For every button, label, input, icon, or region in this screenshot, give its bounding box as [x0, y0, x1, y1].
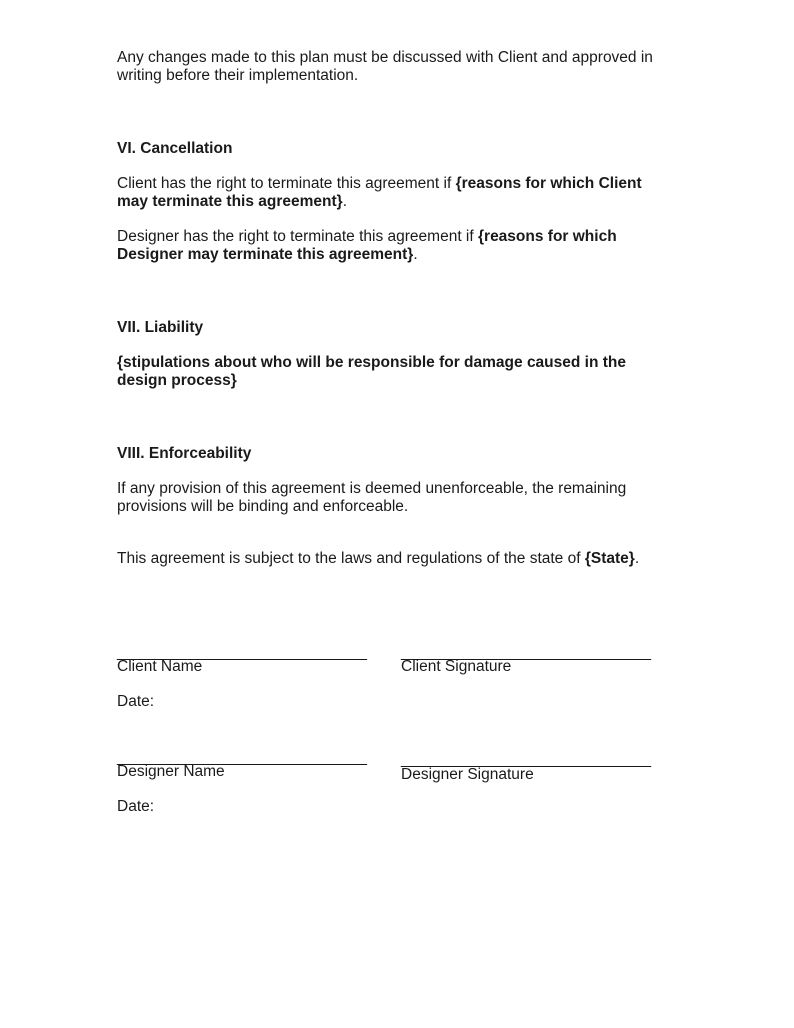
designer-termination-placeholder: {reasons for which Designer may terminate this agreement} — [117, 228, 617, 263]
designer-date-label: Date: — [117, 798, 155, 815]
designer-signature-line: _____________________________ — [401, 751, 651, 768]
liability-heading: VII. Liability — [117, 319, 204, 336]
client-name-label: Client Name — [117, 658, 203, 675]
client-termination-period: . — [342, 192, 348, 210]
state-placeholder: {State} — [584, 550, 635, 567]
enforceability-heading: VIII. Enforceability — [117, 445, 252, 462]
client-signature-label: Client Signature — [401, 658, 512, 675]
client-date-label: Date: — [117, 693, 155, 710]
governing-law-text: This agreement is subject to the laws and regulations of the state of — [117, 550, 585, 567]
client-termination-paragraph — [117, 175, 662, 210]
client-termination-placeholder: {reasons for which Client may terminate this agreement} — [117, 175, 642, 210]
designer-signature-label: Designer Signature — [401, 766, 534, 783]
designer-termination-paragraph — [117, 228, 662, 263]
client-signature-line: _____________________________ — [401, 644, 651, 661]
designer-name-line: _____________________________ — [117, 749, 367, 766]
designer-termination-period: . — [413, 245, 418, 263]
designer-termination-text: Designer has the right to terminate this agreement if — [117, 228, 478, 245]
designer-name-label: Designer Name — [117, 763, 225, 780]
enforceability-paragraph: If any provision of this agreement is deemed unenforceable, the remaining provisions will be binding and enforceable. — [117, 480, 627, 515]
liability-placeholder: {stipulations about who will be responsible for damage caused in the design process} — [117, 354, 626, 389]
changes-paragraph: Any changes made to this plan must be discussed with Client and approved in writing before their implementation. — [117, 49, 653, 84]
client-termination-text: Client has the right to terminate this agreement if — [117, 175, 456, 192]
governing-law-paragraph — [117, 550, 662, 568]
governing-law-period: . — [634, 550, 640, 567]
cancellation-heading: VI. Cancellation — [117, 140, 233, 157]
client-name-line: _____________________________ — [117, 644, 367, 661]
